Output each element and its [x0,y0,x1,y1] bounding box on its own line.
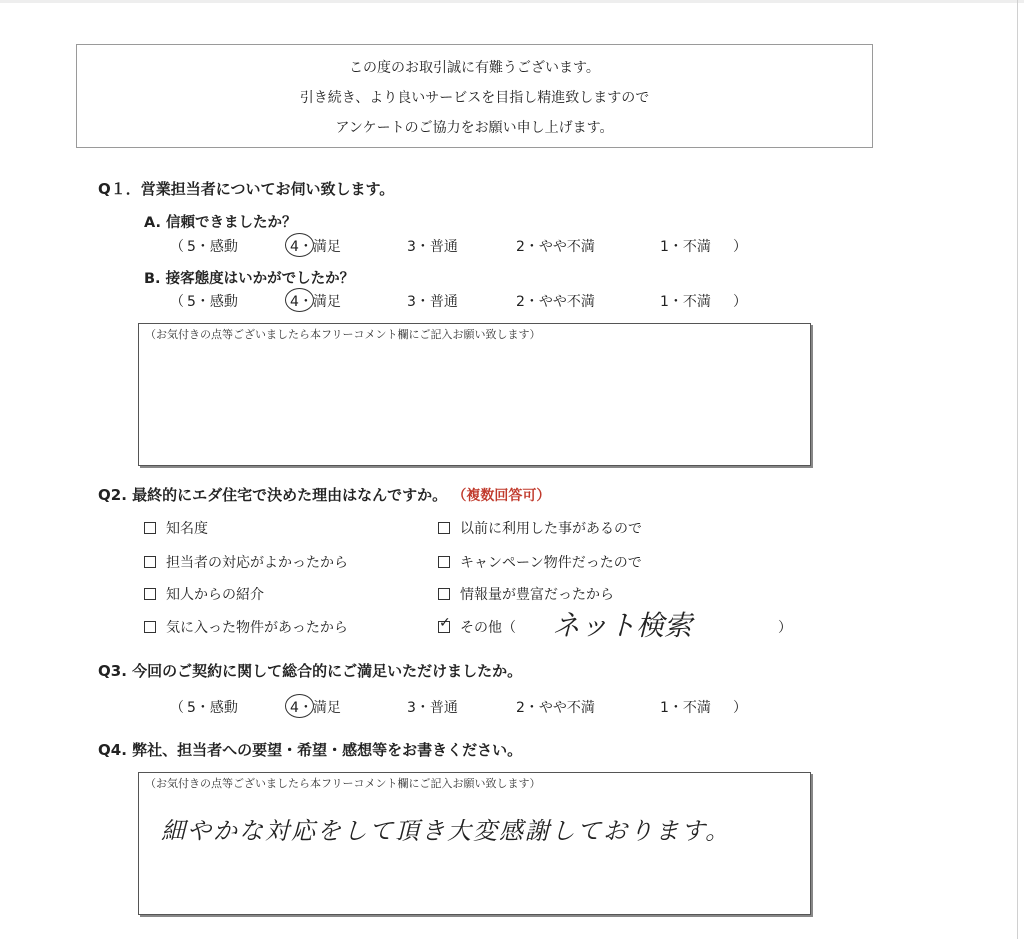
q1-title: Q１．営業担当者についてお伺い致します。 [98,180,395,198]
checkbox[interactable] [144,588,156,600]
q2-option-4[interactable] [438,552,642,572]
option-label: 担当者の対応がよかったから [166,555,348,571]
scale-close-paren: ） [733,239,747,255]
option-label: キャンペーン物件だったので [460,555,642,571]
option-label: 情報量が豊富だったから [460,587,614,603]
q2-other-close-paren: ） [778,620,792,636]
option-label: 知名度 [166,521,208,537]
q2-option-5[interactable] [144,584,264,604]
checkbox[interactable] [438,588,450,600]
checkbox[interactable] [144,522,156,534]
selection-circle [285,694,314,718]
scale-option-4[interactable]: 4・満足 [290,239,341,255]
q1-comment-hint: （お気付きの点等ございましたら本フリーコメント欄にご記入お願い致します） [145,328,541,341]
q4-comment-text: 細やかな対応をして頂き大変感謝しております。 [161,817,732,845]
selection-circle [285,233,314,257]
q4-comment-hint: （お気付きの点等ございましたら本フリーコメント欄にご記入お願い致します） [145,777,541,790]
checkbox[interactable] [144,556,156,568]
q4-title: Q4. 弊社、担当者への要望・希望・感想等をお書きください。 [98,741,523,759]
option-label: 知人からの紹介 [166,587,264,603]
scale-open-paren: （ [170,700,184,716]
scale-option-2[interactable]: 2・やや不満 [516,239,595,255]
scale-option-2[interactable]: 2・やや不満 [516,700,595,716]
scale-option-5[interactable]: 5・感動 [187,239,238,255]
scale-option-4[interactable]: 4・満足 [290,700,341,716]
scale-option-5[interactable]: 5・感動 [187,294,238,310]
q1-comment-box[interactable] [138,323,811,466]
page-right-edge [1017,0,1018,939]
checkbox[interactable] [438,556,450,568]
intro-line-1: この度のお取引誠に有難うございます。 [349,60,600,76]
q2-option-2[interactable] [438,518,642,538]
q4-comment-box[interactable] [138,772,811,915]
option-label: その他（ [460,620,516,636]
q2-option-1[interactable] [144,518,208,538]
q2-other-text: ネット検索 [552,609,693,642]
page-top-edge [0,0,1024,3]
scale-open-paren: （ [170,294,184,310]
q2-note: （複数回答可） [452,488,551,504]
q2-option-8[interactable] [438,617,516,637]
scale-option-3[interactable]: 3・普通 [407,294,458,310]
scale-option-5[interactable]: 5・感動 [187,700,238,716]
q1-b-scale [0,291,1024,313]
scale-close-paren: ） [733,700,747,716]
option-label: 以前に利用した事があるので [460,521,642,537]
q3-scale [0,697,1024,719]
checkbox[interactable] [144,621,156,633]
q2-option-7[interactable] [144,617,348,637]
checkbox-checked[interactable] [438,615,451,633]
q3-title: Q3. 今回のご契約に関して総合的にご満足いただけましたか。 [98,662,523,680]
scale-option-3[interactable]: 3・普通 [407,700,458,716]
scale-option-2[interactable]: 2・やや不満 [516,294,595,310]
q1-a-scale [0,236,1024,258]
selection-circle [285,288,314,312]
intro-line-2: 引き続き、より良いサービスを目指し精進致しますので [299,90,650,106]
q2-title [98,484,550,505]
scale-option-1[interactable]: 1・不満 [660,294,711,310]
intro-box [76,44,873,148]
scale-option-1[interactable]: 1・不満 [660,700,711,716]
scale-open-paren: （ [170,239,184,255]
intro-line-3: アンケートのご協力をお願い申し上げます。 [335,120,614,136]
q1-b-title: B. 接客態度はいかがでしたか？ [144,271,355,287]
scale-option-1[interactable]: 1・不満 [660,239,711,255]
checkbox[interactable] [438,522,450,534]
scale-close-paren: ） [733,294,747,310]
scale-option-3[interactable]: 3・普通 [407,239,458,255]
option-label: 気に入った物件があったから [166,620,348,636]
scale-option-4[interactable]: 4・満足 [290,294,341,310]
q2-option-6[interactable] [438,584,614,604]
q1-a-title: A. 信頼できましたか？ [144,215,297,231]
q2-option-3[interactable] [144,552,348,572]
q2-title-text: Q2. 最終的にエダ住宅で決めた理由はなんですか。 [98,486,448,504]
check-mark-icon: ✓ [439,615,451,631]
